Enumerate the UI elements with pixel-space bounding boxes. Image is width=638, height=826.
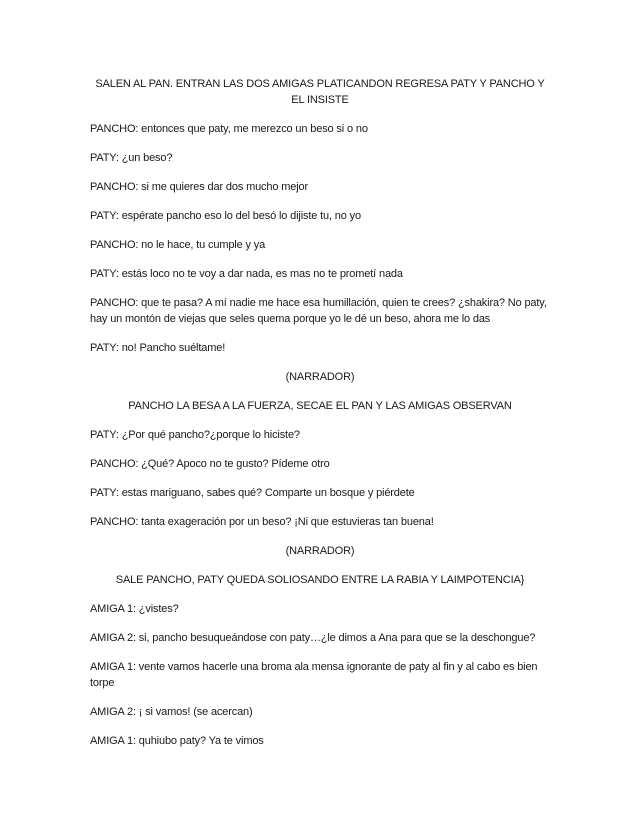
dialogue-line: PATY: no! Pancho suéltame! xyxy=(90,342,226,354)
dialogue-line: AMIGA 1: quhiubo paty? Ya te vimos xyxy=(90,735,264,747)
dialogue-line: PANCHO: no le hace, tu cumple y ya xyxy=(90,239,266,251)
dialogue-line: PANCHO: si me quieres dar dos mucho mejor xyxy=(90,181,309,193)
dialogue-line: AMIGA 1: ¿vistes? xyxy=(90,603,179,615)
dialogue-line: PANCHO: ¿Qué? Apoco no te gusto? Pídeme otro xyxy=(90,458,330,470)
narrator-label: (NARRADOR) xyxy=(285,545,355,557)
dialogue-line: AMIGA 2: ¡ si vamos! (se acercan) xyxy=(90,706,253,718)
dialogue-line: AMIGA 1: vente vamos hacerle una broma ala mensa ignorante de paty al fin y al cabo es bien torpe xyxy=(90,661,538,689)
dialogue-line: AMIGA 2: si, pancho besuqueándose con paty…¿le dimos a Ana para que se la deschongue? xyxy=(90,632,536,644)
dialogue-line: PATY: estás loco no te voy a dar nada, es mas no te prometí nada xyxy=(90,268,403,280)
dialogue-line: PANCHO: que te pasa? A mí nadie me hace esa humillación, quien te crees? ¿shakira? No paty, hay un montón de viejas que seles quema porque yo le dé un beso, ahora me lo das xyxy=(90,297,547,325)
dialogue-line: PATY: ¿un beso? xyxy=(90,152,173,164)
dialogue-line: PANCHO: tanta exageración por un beso? ¡Ni que estuvieras tan buena! xyxy=(90,516,434,528)
scene-direction-heading: SALEN AL PAN. ENTRAN LAS DOS AMIGAS PLATICANDON REGRESA PATY Y PANCHO Y EL INSISTE xyxy=(95,78,545,106)
dialogue-line: PANCHO: entonces que paty, me merezco un beso si o no xyxy=(90,123,368,135)
document-body xyxy=(90,76,550,762)
dialogue-line: PATY: estas mariguano, sabes qué? Comparte un bosque y piérdete xyxy=(90,487,415,499)
dialogue-line: PATY: ¿Por qué pancho?¿porque lo hiciste? xyxy=(90,429,300,441)
narrator-label: (NARRADOR) xyxy=(285,371,355,383)
stage-direction: PANCHO LA BESA A LA FUERZA, SECAE EL PAN Y LAS AMIGAS OBSERVAN xyxy=(128,400,512,412)
stage-direction: SALE PANCHO, PATY QUEDA SOLIOSANDO ENTRE LA RABIA Y LAIMPOTENCIA} xyxy=(115,574,525,586)
dialogue-line: PATY: espérate pancho eso lo del besó lo dijiste tu, no yo xyxy=(90,210,361,222)
